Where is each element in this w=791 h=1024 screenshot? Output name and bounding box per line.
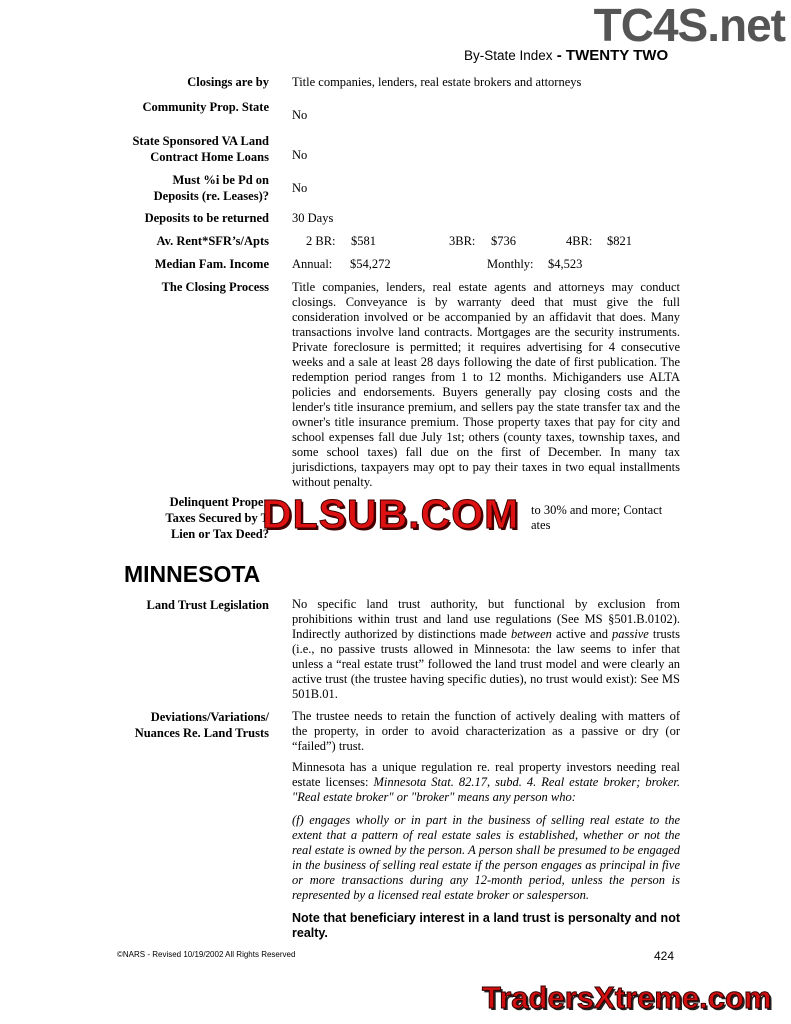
delinquent-label-line1: Delinquent Proper bbox=[169, 495, 269, 509]
dlsub-watermark: DLSUB.COM bbox=[262, 491, 520, 537]
va-label-line1: State Sponsored VA Land bbox=[132, 134, 269, 148]
deviations-para2-italic: Minnesota Stat. 82.17, subd. 4. Real estate broker; broker. "Real estate broker" or "broker" means any person who: bbox=[292, 775, 680, 804]
land-trust-text bbox=[292, 597, 680, 702]
income-annual-value: $54,272 bbox=[350, 257, 391, 271]
must-label-line2: Deposits (re. Leases)? bbox=[153, 189, 269, 203]
delinquent-value-line1: to 30% and more; Contact bbox=[531, 503, 663, 517]
rent-4br: 4BR: bbox=[566, 234, 593, 248]
footer-copyright: ©NARS - Revised 10/19/2002 All Rights Reserved bbox=[117, 950, 296, 959]
land-trust-text-part2: active and bbox=[551, 627, 613, 641]
income-annual: Annual: bbox=[292, 257, 333, 271]
tradersxtreme-watermark: TradersXtreme.com bbox=[482, 980, 772, 1015]
closing-process-text: Title companies, lenders, real estate agents and attorneys may conduct closings. Conveyance is by warranty deed that must give the full consideration involved or be accompanied by an affidavit that does. Many transactions involve land contracts. Mortgages are the security instruments. Private foreclosure is permitted; it requires advertising for 4 consecutive weeks and a sale at least 28 days following the date of first publication. The redemption period ranges from 1 to 12 months. Michiganders use ALTA policies and endorsements. Buyers generally pay closing costs and the lender's title insurance premium, and sellers pay the state transfer tax and the owner's title insurance premium. Those property taxes that pay for city and school expenses fall due July 1st; others (county taxes, township taxes, and some school taxes) fall due on the first of December. In many tax jurisdictions, taxpayers may opt to pay their taxes in two equal installments without penalty. bbox=[292, 280, 680, 489]
section-title: MINNESOTA bbox=[124, 561, 261, 587]
deviations-label-line1: Deviations/Variations/ bbox=[150, 710, 269, 724]
community-label: Community Prop. State bbox=[142, 100, 269, 114]
deviations-para2 bbox=[292, 760, 680, 805]
deviations-note: Note that beneficiary interest in a land trust is personalty and not realty. bbox=[292, 911, 680, 940]
va-value: No bbox=[292, 148, 308, 162]
must-label-line1: Must %i be Pd on bbox=[172, 173, 269, 187]
delinquent-value-line2: ates bbox=[531, 518, 551, 532]
delinquent-label bbox=[100, 494, 269, 542]
land-trust-emphasis-passive: passive bbox=[612, 627, 649, 641]
rent-label: Av. Rent*SFR’s/Apts bbox=[156, 234, 269, 248]
land-trust-text-part1: No specific land trust authority, but functional by exclusion from prohibitions within trust and land use regulations (See MS §501.B.0102). Indirectly authorized by distinctions made bbox=[292, 597, 680, 641]
delinquent-label-line3: Lien or Tax Deed? bbox=[170, 527, 269, 541]
delinquent-label-line2: Taxes Secured by T bbox=[165, 511, 269, 525]
income-monthly-value: $4,523 bbox=[548, 257, 583, 271]
must-label bbox=[100, 172, 269, 204]
page-header bbox=[464, 48, 668, 64]
deposits-value: 30 Days bbox=[292, 211, 334, 225]
header-title: TWENTY TWO bbox=[565, 47, 669, 64]
rent-3br-value: $736 bbox=[491, 234, 516, 248]
page-number: 424 bbox=[654, 949, 675, 963]
land-trust-text-part3: trusts (i.e., no passive trusts allowed in Minnesota: the law seems to infer that unless a “real estate trust” followed the land trust model and were clearly an active trust (the trustee having specific duties), no trust would exist): See MS 501B.01. bbox=[292, 627, 681, 701]
rent-2br-value: $581 bbox=[351, 234, 376, 248]
closings-label: Closings are by bbox=[187, 75, 269, 89]
deposits-label: Deposits to be returned bbox=[144, 211, 269, 225]
deviations-para3: (f) engages wholly or in part in the business of selling real estate to the extent that a pattern of real estate sales is established, whether or not the real estate is owned by the person. A person shall be presumed to be engaged in the business of selling real estate if the person engages as principal in five or more transactions during any 12-month period, unless the person is represented by a licensed real estate broker or salesperson. bbox=[292, 813, 680, 902]
deviations-para1: The trustee needs to retain the function of actively dealing with matters of the property, in order to avoid characterization as a passive or dry (or “failed”) trust. bbox=[292, 709, 680, 753]
va-label-line2: Contract Home Loans bbox=[150, 150, 269, 164]
rent-2br: 2 BR: bbox=[306, 234, 336, 248]
community-value: No bbox=[292, 108, 308, 122]
must-value: No bbox=[292, 181, 308, 195]
land-trust-label: Land Trust Legislation bbox=[146, 598, 269, 612]
income-label: Median Fam. Income bbox=[154, 257, 269, 271]
tc4s-watermark: TC4S.net bbox=[593, 0, 785, 51]
deviations-para2-plain: Minnesota has a unique regulation re. real property investors needing real estate licenses: bbox=[292, 760, 680, 789]
header-index: By-State Index bbox=[464, 48, 553, 63]
va-label bbox=[100, 133, 269, 165]
rent-4br-value: $821 bbox=[607, 234, 632, 248]
deviations-label-line2: Nuances Re. Land Trusts bbox=[134, 726, 269, 740]
closing-process-label: The Closing Process bbox=[161, 280, 269, 294]
closings-value: Title companies, lenders, real estate brokers and attorneys bbox=[292, 75, 582, 89]
income-monthly: Monthly: bbox=[487, 257, 534, 271]
land-trust-emphasis-between: between bbox=[510, 627, 552, 641]
rent-3br: 3BR: bbox=[449, 234, 476, 248]
header-sep: - bbox=[552, 47, 566, 64]
deviations-label bbox=[100, 709, 269, 741]
